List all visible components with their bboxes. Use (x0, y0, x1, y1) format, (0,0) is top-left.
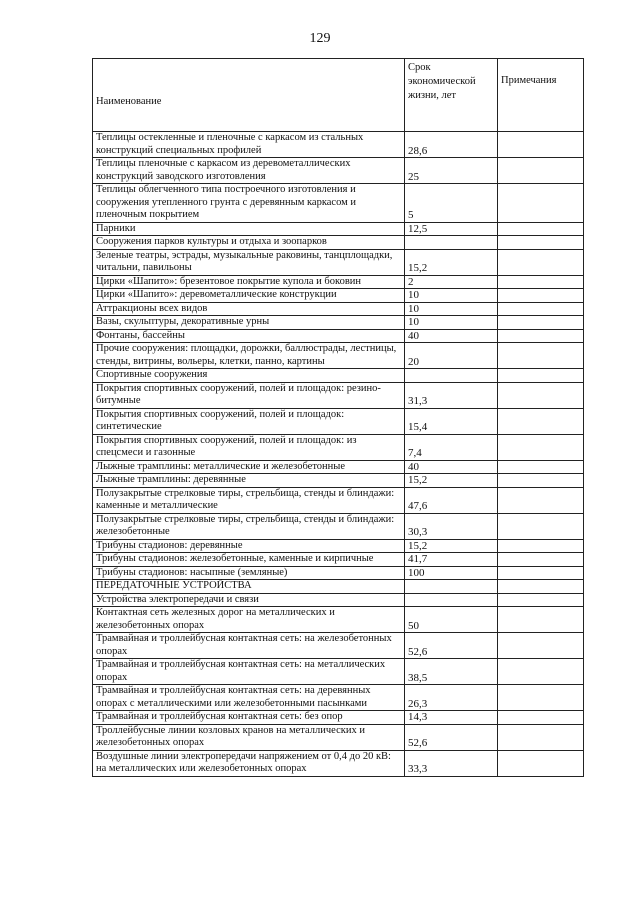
row-notes (498, 222, 584, 236)
row-name: Фонтаны, бассейны (93, 329, 405, 343)
table-row (93, 487, 584, 513)
row-name: Зеленые театры, эстрады, музыкальные раковины, танцплощадки, читальни, павильоны (93, 249, 405, 275)
row-name: Теплицы облегченного типа построечного изготовления и сооружения утепленного грунта с деревянным каркасом и пленочным покрытием (93, 184, 405, 223)
row-name: Парники (93, 222, 405, 236)
row-notes (498, 382, 584, 408)
table-row (93, 408, 584, 434)
row-economic-life: 26,3 (405, 685, 498, 711)
row-notes (498, 184, 584, 223)
row-notes (498, 343, 584, 369)
row-economic-life: 52,6 (405, 724, 498, 750)
row-economic-life: 52,6 (405, 633, 498, 659)
row-name: Прочие сооружения: площадки, дорожки, баллюстрады, лестницы, стенды, витрины, вольеры, клетки, панно, картины (93, 343, 405, 369)
row-notes (498, 685, 584, 711)
table-row (93, 302, 584, 316)
row-economic-life: 15,2 (405, 474, 498, 488)
table-row (93, 659, 584, 685)
row-economic-life: 15,4 (405, 408, 498, 434)
row-name: Цирки «Шапито»: брезентовое покрытие купола и боковин (93, 275, 405, 289)
table-row (93, 434, 584, 460)
row-name: Аттракционы всех видов (93, 302, 405, 316)
table-row (93, 382, 584, 408)
row-name: Трибуны стадионов: железобетонные, каменные и кирпичные (93, 553, 405, 567)
row-notes (498, 607, 584, 633)
row-notes (498, 132, 584, 158)
row-notes (498, 487, 584, 513)
table-row (93, 607, 584, 633)
row-economic-life (405, 593, 498, 607)
row-name: Вазы, скульптуры, декоративные урны (93, 316, 405, 330)
row-economic-life: 15,2 (405, 249, 498, 275)
row-notes (498, 408, 584, 434)
row-notes (498, 249, 584, 275)
row-name: Теплицы пленочные с каркасом из деревометаллических конструкций заводского изготовления (93, 158, 405, 184)
row-notes (498, 275, 584, 289)
row-name: Полузакрытые стрелковые тиры, стрельбища, стенды и блиндажи: каменные и металлические (93, 487, 405, 513)
table-header-row (93, 59, 584, 132)
row-notes (498, 513, 584, 539)
row-name: Покрытия спортивных сооружений, полей и площадок: из спецсмеси и газонные (93, 434, 405, 460)
table-row (93, 724, 584, 750)
row-notes (498, 236, 584, 250)
row-notes (498, 711, 584, 725)
table-row (93, 513, 584, 539)
row-economic-life: 10 (405, 289, 498, 303)
table-row (93, 593, 584, 607)
table-row (93, 580, 584, 594)
row-notes (498, 659, 584, 685)
row-economic-life: 38,5 (405, 659, 498, 685)
row-name: Покрытия спортивных сооружений, полей и площадок: резино-битумные (93, 382, 405, 408)
table-row (93, 184, 584, 223)
row-notes (498, 750, 584, 776)
row-notes (498, 329, 584, 343)
row-notes (498, 633, 584, 659)
row-economic-life: 30,3 (405, 513, 498, 539)
table-row (93, 132, 584, 158)
row-name: Устройства электропередачи и связи (93, 593, 405, 607)
table-row (93, 460, 584, 474)
row-name: Трибуны стадионов: насыпные (земляные) (93, 566, 405, 580)
page-number: 129 (309, 31, 331, 46)
row-economic-life: 14,3 (405, 711, 498, 725)
table-row (93, 316, 584, 330)
row-economic-life: 28,6 (405, 132, 498, 158)
row-name: Покрытия спортивных сооружений, полей и площадок: синтетические (93, 408, 405, 434)
row-economic-life (405, 369, 498, 383)
row-name: ПЕРЕДАТОЧНЫЕ УСТРОЙСТВА (93, 580, 405, 594)
row-economic-life: 15,2 (405, 539, 498, 553)
row-name: Воздушные линии электропередачи напряжением от 0,4 до 20 кВ: на металлических или железобетонных опорах (93, 750, 405, 776)
row-notes (498, 474, 584, 488)
row-notes (498, 724, 584, 750)
row-notes (498, 289, 584, 303)
row-economic-life: 20 (405, 343, 498, 369)
row-economic-life: 10 (405, 302, 498, 316)
table-row (93, 633, 584, 659)
row-name: Трамвайная и троллейбусная контактная сеть: на металлических опорах (93, 659, 405, 685)
row-name: Контактная сеть железных дорог на металлических и железобетонных опорах (93, 607, 405, 633)
row-economic-life: 41,7 (405, 553, 498, 567)
row-notes (498, 369, 584, 383)
table-row (93, 553, 584, 567)
table-row (93, 750, 584, 776)
row-notes (498, 158, 584, 184)
row-name: Трибуны стадионов: деревянные (93, 539, 405, 553)
table-row (93, 474, 584, 488)
row-notes (498, 553, 584, 567)
row-economic-life: 2 (405, 275, 498, 289)
table-row (93, 711, 584, 725)
row-name: Трамвайная и троллейбусная контактная сеть: без опор (93, 711, 405, 725)
row-economic-life: 12,5 (405, 222, 498, 236)
row-economic-life: 10 (405, 316, 498, 330)
row-notes (498, 593, 584, 607)
table-row (93, 222, 584, 236)
header-name: Наименование (93, 59, 405, 132)
row-economic-life: 7,4 (405, 434, 498, 460)
row-economic-life (405, 580, 498, 594)
row-name: Полузакрытые стрелковые тиры, стрельбища, стенды и блиндажи: железобетонные (93, 513, 405, 539)
row-economic-life: 47,6 (405, 487, 498, 513)
table-row (93, 236, 584, 250)
row-notes (498, 566, 584, 580)
table-row (93, 275, 584, 289)
row-notes (498, 316, 584, 330)
row-economic-life: 31,3 (405, 382, 498, 408)
row-name: Лыжные трамплины: деревянные (93, 474, 405, 488)
row-economic-life: 40 (405, 460, 498, 474)
header-notes: Примечания (498, 59, 584, 132)
row-name: Сооружения парков культуры и отдыха и зоопарков (93, 236, 405, 250)
row-notes (498, 580, 584, 594)
table-row (93, 289, 584, 303)
table-row (93, 158, 584, 184)
row-economic-life: 50 (405, 607, 498, 633)
row-name: Трамвайная и троллейбусная контактная сеть: на деревянных опорах с металлическими или железобетонными пасынками (93, 685, 405, 711)
row-notes (498, 460, 584, 474)
service-life-table (92, 58, 584, 777)
row-notes (498, 539, 584, 553)
row-economic-life: 100 (405, 566, 498, 580)
table-row (93, 329, 584, 343)
row-name: Трамвайная и троллейбусная контактная сеть: на железобетонных опорах (93, 633, 405, 659)
table-row (93, 566, 584, 580)
row-economic-life: 40 (405, 329, 498, 343)
row-notes (498, 434, 584, 460)
row-economic-life: 25 (405, 158, 498, 184)
header-economic-life: Срок экономической жизни, лет (405, 59, 498, 132)
row-name: Троллейбусные линии козловых кранов на металлических и железобетонных опорах (93, 724, 405, 750)
table-row (93, 343, 584, 369)
row-name: Спортивные сооружения (93, 369, 405, 383)
table-row (93, 685, 584, 711)
row-economic-life (405, 236, 498, 250)
row-economic-life: 5 (405, 184, 498, 223)
row-economic-life: 33,3 (405, 750, 498, 776)
table-row (93, 249, 584, 275)
table-row (93, 539, 584, 553)
table-row (93, 369, 584, 383)
row-name: Теплицы остекленные и пленочные с каркасом из стальных конструкций специальных профилей (93, 132, 405, 158)
row-name: Лыжные трамплины: металлические и железобетонные (93, 460, 405, 474)
row-notes (498, 302, 584, 316)
row-name: Цирки «Шапито»: деревометаллические конструкции (93, 289, 405, 303)
